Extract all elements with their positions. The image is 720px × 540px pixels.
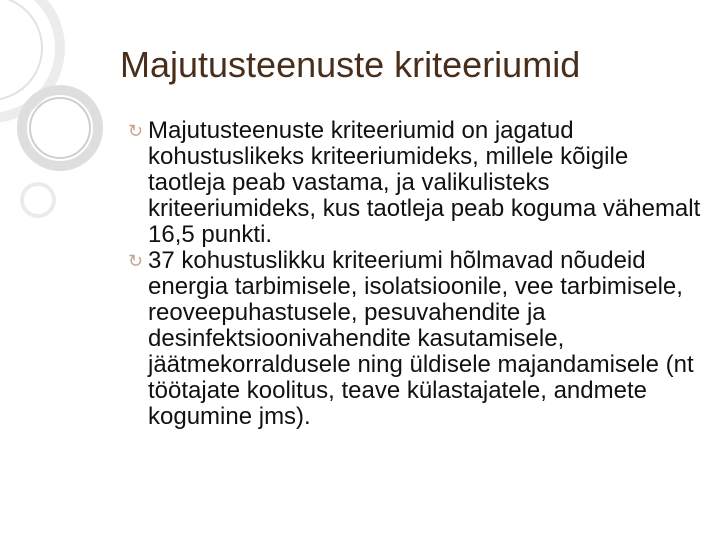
bullet-text: 37 kohustuslikku kriteeriumi hõlmavad nõudeid energia tarbimisele, isolatsioonile, vee tarbimisele, reoveepuhastusele, pesuvahendite ja desinfektsioonivahendite kasutamisele, jäätmekorraldusele ning üldisele majandamisele (nt töötajate koolitus, teave külastajatele, andmete kogumine jms). <box>148 247 694 430</box>
deco-circle-ring-inner <box>30 98 90 158</box>
slide-title: Majutusteenuste kriteeriumid <box>120 44 581 85</box>
bullet-item <box>124 118 704 248</box>
bullet-item <box>124 248 704 430</box>
curved-arrow-bullet-icon: ↻ <box>128 251 144 271</box>
bullet-list <box>124 118 704 430</box>
deco-circle-ring <box>22 90 98 166</box>
deco-circle-inner <box>0 0 42 100</box>
bullet-text: Majutusteenuste kriteeriumid on jagatud kohustuslikeks kriteeriumideks, millele kõigile taotleja peab vastama, ja valikulisteks kriteeriumideks, kus taotleja peab koguma vähemalt 16,5 punkti. <box>148 117 701 248</box>
curved-arrow-bullet-icon: ↻ <box>128 121 144 141</box>
deco-circle-small <box>22 184 54 216</box>
